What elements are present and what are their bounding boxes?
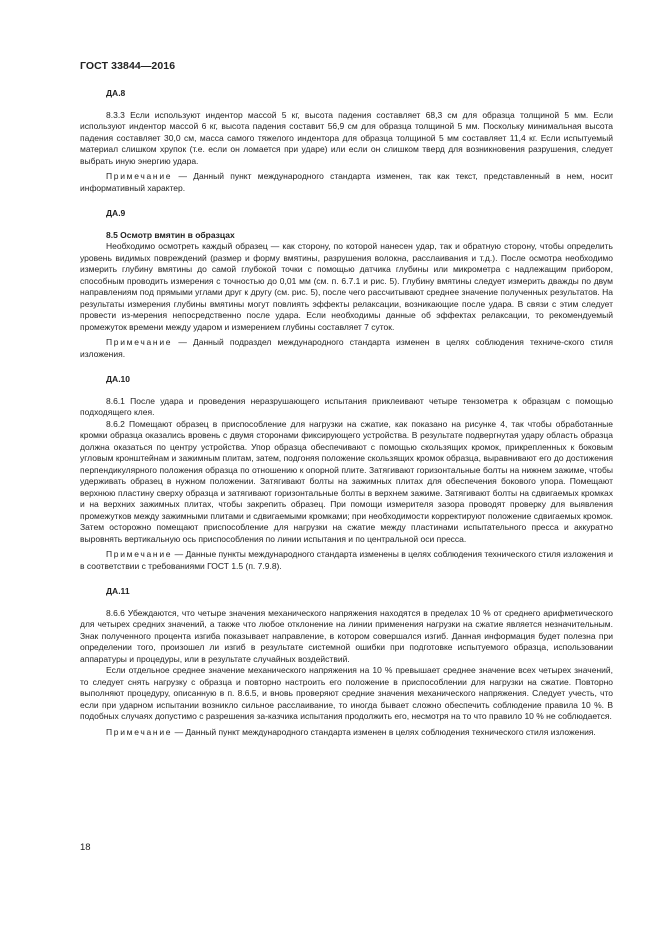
note-text: — Данный пункт международного стандарта изменен, так как текст, представленный в нем, носит информативный характер. [80, 171, 613, 193]
document-body [80, 88, 613, 752]
paragraph: 8.6.2 Помещают образец в приспособление для нагрузки на сжатие, как показано на рисунке 4, так чтобы обработанные кромки образца оказались вровень с двумя сторонами фиксирующего устройства. В результате подвергнутая удару область образца должна оказаться по центру устройства. Упор образца обеспечивают с помощью скользящих кромок, прикрепленных к боковым угловым кронштейнам и зажимным плитам, затем, подгоняя положение скользящих кромок образца, выравнивают его до достижения перпендикулярного положения образца по отношению к опорной плите. Затягивают горизонтальные болты на нижнем зажиме, чтобы удерживать образец в нужном положении. Затягивают болты на зажимных плитах для обеспечения бокового упора. Помещают верхнюю пластину сверху образца и затягивают горизонтальные болты в верхнем зажиме. Затягивают болты на сдвигаемых кромках и на верхних зажимных плитах, чтобы закрепить образец. При помощи измерителя зазора проводят проверку для выявления промежутков между зажимными плитами и сдвигаемыми кромками; при необходимости корректируют положение сдвигаемых кромок. Затем осторожно помещают приспособление для нагрузки на сжатие между пластинами испытательного пресса и аккуратно выровнять вертикальную ось приспособления по линии испытания и по центральной оси пресса. [80, 418, 613, 544]
note-text: — Данный пункт международного стандарта изменен в целях соблюдения технического стиля изложения. [172, 726, 596, 737]
section-heading: ДА.9 [106, 208, 126, 218]
note-text: — Данные пункты международного стандарта изменены в целях соблюдения технического стиля изложения и в соответствии с требованиями ГОСТ 1.5 (п. 7.9.8). [80, 549, 613, 571]
note [80, 337, 613, 360]
paragraph: 8.6.6 Убеждаются, что четыре значения механического напряжения находятся в пределах 10 % от среднего арифметического для четырех средних значений, а также что любое отклонение на линии применения нагрузки на сжатие является незначительным. Знак полученного процента изгиба показывает направление, в котором совершался изгиб. Данная информация будет полезна при определении того, произошел ли изгиб в результате системной ошибки при подготовке испытуемого образца, использовании аппаратуры и процедуры, или в результате случайных воздействий. [80, 607, 613, 664]
section-da8 [80, 88, 613, 194]
section-da10 [80, 374, 613, 572]
paragraph: 8.6.1 После удара и проведения неразрушающего испытания приклеивают четыре тензометра к образцам с помощью подходящего клея. [80, 395, 613, 417]
document-header: ГОСТ 33844—2016 [80, 60, 176, 72]
section-da9 [80, 208, 613, 360]
note-label: Примечание [106, 549, 173, 559]
section-heading: ДА.11 [106, 586, 130, 596]
note-label: Примечание [106, 171, 173, 181]
paragraph: Если отдельное среднее значение механического напряжения на 10 % превышает среднее значение всех четырех значений, то следует снять нагрузку с образца и повторно настроить его положение в приспособлении для нагрузки на сжатие. Повторно выполняют процедуру, описанную в п. 8.6.5, и вновь проверяют средние значения механического напряжения. Следует учесть, что если при ударном испытании возникло сильное расслаивание, то иногда бывает сложно обеспечить соблюдение правила 10 %. В подобных случаях допустимо с разрешения за-казчика испытания продолжить его, несмотря на то что правило 10 % не соблюдается. [80, 665, 613, 721]
paragraph: Необходимо осмотреть каждый образец — как сторону, по которой нанесен удар, так и обратную сторону, чтобы определить уровень видимых повреждений (размер и форму вмятины, разрушения волокна, расслаивания и т.д.). После осмотра необходимо измерить глубину вмятины до самой глубокой точки с помощью датчика глубины или микрометра с надлежащим прибором, способным проводить измерения с точностью до 0,01 мм (см. п. 6.7.1 и рис. 5). Глубину вмятины следует измерить дважды по двум направлениям под прямыми углами друг к другу (см. рис. 5), после чего рассчитывают среднее значение полученных результатов. На результаты измерения глубины вмятины могут повлиять эффекты релаксации, возникающие после удара. В связи с этим следует провести из-мерения непосредственно после удара. Если необходимы данные об эффектах релаксации, то рекомендуемый промежуток времени между ударом и измерением глубины составляет 7 суток. [80, 241, 613, 332]
note [80, 549, 613, 572]
section-heading: ДА.8 [106, 88, 126, 98]
note-label: Примечание [106, 726, 173, 737]
note [80, 171, 613, 194]
page-number: 18 [80, 842, 91, 853]
section-heading: ДА.10 [106, 374, 131, 384]
note-label: Примечание [106, 337, 173, 347]
note [80, 727, 613, 739]
note-text: — Данный подраздел международного стандарта изменен в целях соблюдения техниче-ского стиля изложения. [80, 337, 613, 359]
paragraph: 8.3.3 Если используют индентор массой 5 кг, высота падения составляет 68,3 см для образца толщиной 5 мм. Если используют индентор массой 6 кг, высота падения составит 56,9 см для образца толщиной 5 мм. Поскольку минимальная высота падения составляет 30,0 см, масса самого тяжелого индентора для образца толщиной 5 мм составляет 11,4 кг. Если испытуемый материал слишком хрупок (т.е. если он ломается при ударе) или если он слишком тверд для возникновения разрушения, следует выбрать иную энергию удара. [80, 109, 613, 166]
section-da11 [80, 586, 613, 738]
subsection-heading: 8.5 Осмотр вмятин в образцах [106, 229, 235, 240]
